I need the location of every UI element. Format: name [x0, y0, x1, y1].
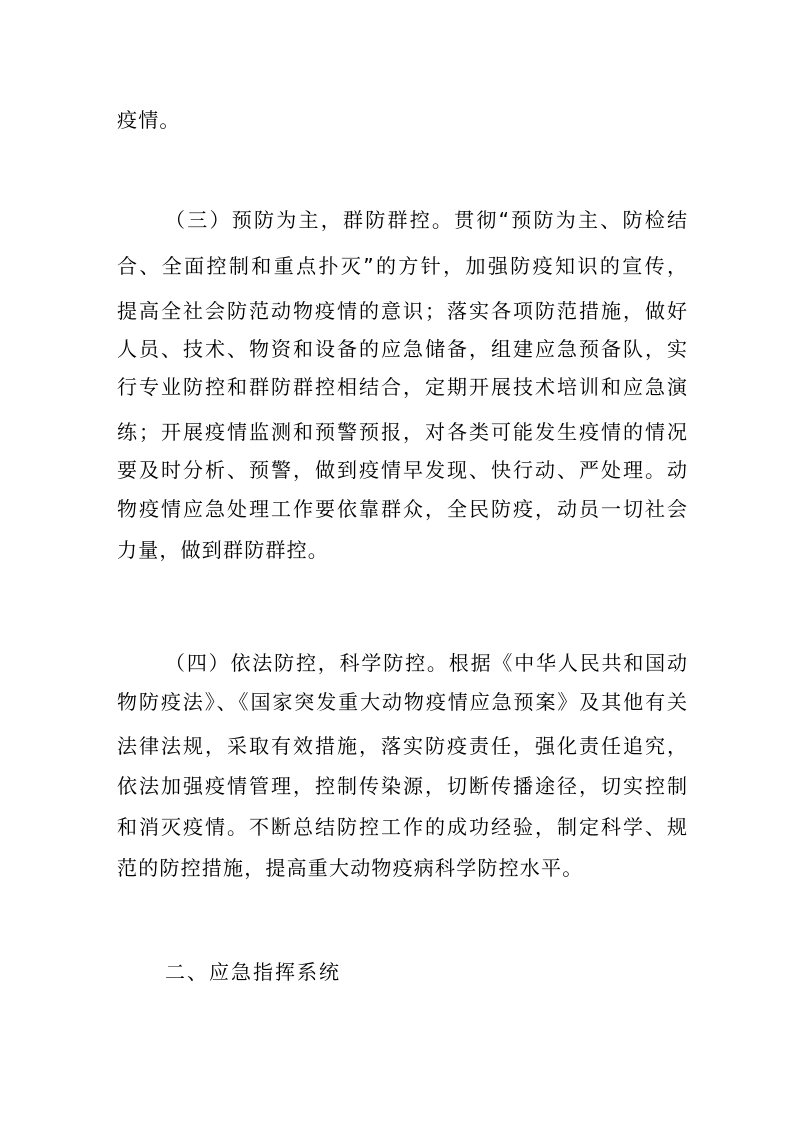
paragraph-2-last-line: 疫情。 — [117, 108, 181, 132]
paragraph-3-line-7: 要及时分析、预警，做到疫情早发现、快行动、严处理。动 — [117, 458, 687, 482]
paragraph-3-line-6: 练；开展疫情监测和预警预报，对各类可能发生疫情的情况 — [117, 420, 687, 444]
paragraph-4-line-4: 依法加强疫情管理，控制传染源，切断传播途径，切实控制 — [117, 774, 687, 798]
paragraph-3-line-1: （三）预防为主，群防群控。贯彻“预防为主、防检结 — [165, 208, 687, 232]
section-heading: 二、应急指挥系统 — [165, 960, 341, 984]
paragraph-3-line-9: 力量，做到群防群控。 — [117, 538, 329, 562]
paragraph-4-line-6: 范的防控措施，提高重大动物疫病科学防控水平。 — [117, 856, 584, 880]
paragraph-4-line-2: 物防疫法》、《国家突发重大动物疫情应急预案》及其他有关 — [117, 690, 687, 714]
paragraph-3-line-5: 行专业防控和群防群控相结合，定期开展技术培训和应急演 — [117, 375, 687, 399]
paragraph-4-line-5: 和消灭疫情。不断总结防控工作的成功经验，制定科学、规 — [117, 815, 687, 839]
paragraph-3-line-3: 提高全社会防范动物疫情的意识；落实各项防范措施，做好 — [117, 299, 687, 323]
paragraph-3-line-8: 物疫情应急处理工作要依靠群众，全民防疫，动员一切社会 — [117, 497, 687, 521]
paragraph-3-line-2: 合、全面控制和重点扑灭”的方针，加强防疫知识的宣传， — [117, 254, 687, 278]
paragraph-4-line-3: 法律法规，采取有效措施，落实防疫责任，强化责任追究， — [117, 734, 687, 758]
paragraph-3-line-4: 人员、技术、物资和设备的应急储备，组建应急预备队，实 — [117, 337, 687, 361]
paragraph-4-line-1: （四）依法防控，科学防控。根据《中华人民共和国动 — [165, 651, 687, 675]
